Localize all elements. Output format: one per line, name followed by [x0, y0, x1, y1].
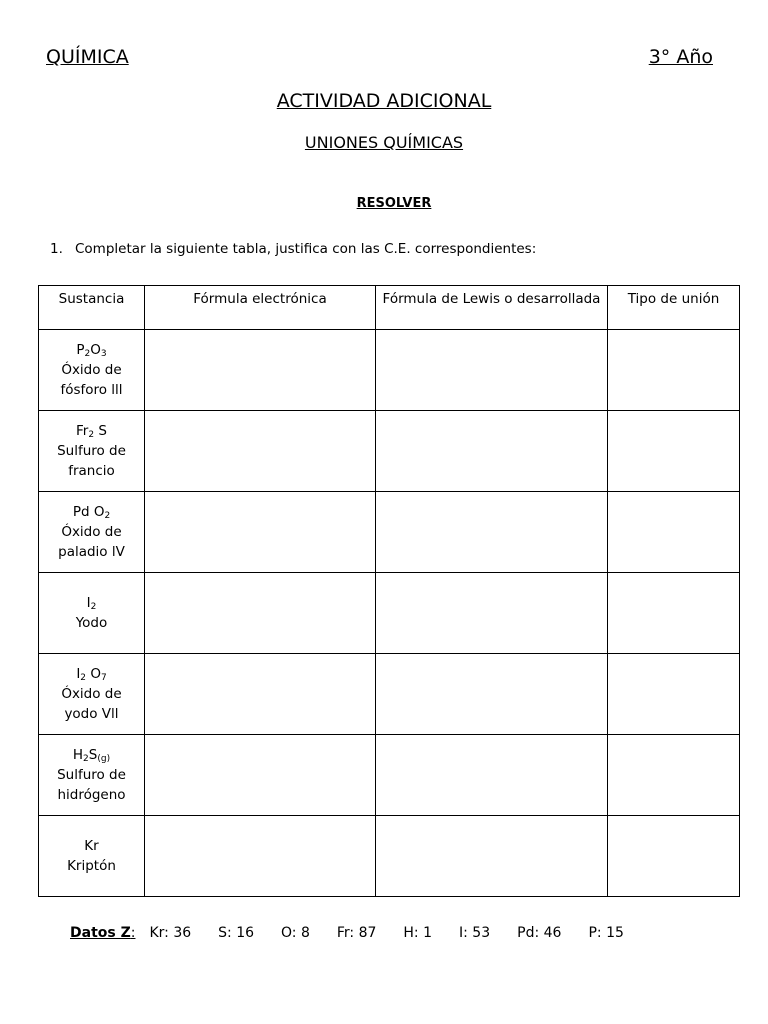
- substance-name: yodo Vll: [64, 706, 119, 722]
- substance-name: fósforo lll: [60, 382, 123, 398]
- atomic-number-item: Fr: 87: [336, 925, 377, 941]
- lewis-formula-cell[interactable]: [376, 816, 608, 897]
- chemical-formula: $Fr_2$ S: [76, 423, 107, 440]
- electronic-formula-cell[interactable]: [145, 816, 376, 897]
- chemical-formula: Kr: [84, 838, 99, 854]
- substance-cell: [39, 573, 145, 654]
- lewis-formula-cell[interactable]: [376, 411, 608, 492]
- substance-name: Yodo: [75, 615, 108, 631]
- electronic-formula-cell[interactable]: [145, 573, 376, 654]
- chemical-formula: $H_2S_{(g)}$: [72, 747, 111, 764]
- lewis-formula-cell[interactable]: [376, 573, 608, 654]
- datos-label: Datos Z:: [70, 925, 136, 941]
- substance-name: Kriptón: [67, 858, 116, 874]
- table-header-row: [39, 286, 740, 330]
- substance-name: Óxido de: [61, 362, 122, 378]
- bond-type-cell[interactable]: [608, 411, 740, 492]
- atomic-numbers: [70, 925, 651, 941]
- lewis-formula-cell[interactable]: [376, 492, 608, 573]
- table-row: [39, 735, 740, 816]
- worksheet-table: [38, 285, 740, 897]
- chemical-formula: $P_2O_3$: [76, 342, 107, 359]
- header-lewis-formula: Fórmula de Lewis o desarrollada: [376, 286, 608, 330]
- bond-type-cell[interactable]: [608, 330, 740, 411]
- header-bond-type: Tipo de unión: [608, 286, 740, 330]
- section-heading: RESOLVER: [356, 196, 432, 211]
- chemical-formula: Pd $O_2$: [72, 504, 111, 521]
- atomic-number-item: S: 16: [218, 925, 255, 941]
- substance-cell: [39, 411, 145, 492]
- substance-name: Óxido de: [61, 686, 122, 702]
- header-electronic-formula: Fórmula electrónica: [145, 286, 376, 330]
- atomic-number-item: Pd: 46: [517, 925, 562, 941]
- substance-cell: [39, 654, 145, 735]
- page-subtitle: UNIONES QUÍMICAS: [304, 133, 464, 152]
- table-row: [39, 330, 740, 411]
- chemical-formula: $I_2$ $O_7$: [76, 666, 107, 683]
- substance-cell: [39, 330, 145, 411]
- school-year: 3° Año: [648, 46, 713, 68]
- electronic-formula-cell[interactable]: [145, 735, 376, 816]
- bond-type-cell[interactable]: [608, 573, 740, 654]
- instruction-number: 1.: [50, 241, 63, 257]
- electronic-formula-cell[interactable]: [145, 492, 376, 573]
- atomic-number-item: I: 53: [459, 925, 491, 941]
- table-row: [39, 654, 740, 735]
- atomic-number-item: P: 15: [588, 925, 624, 941]
- instruction: [50, 241, 536, 257]
- substance-cell: [39, 492, 145, 573]
- bond-type-cell[interactable]: [608, 492, 740, 573]
- bond-type-cell[interactable]: [608, 654, 740, 735]
- electronic-formula-cell[interactable]: [145, 411, 376, 492]
- instruction-text: Completar la siguiente tabla, justifica con las C.E. correspondientes:: [75, 241, 537, 257]
- chemical-formula: $I_2$: [86, 595, 97, 612]
- table-row: [39, 816, 740, 897]
- page-title: ACTIVIDAD ADICIONAL: [276, 90, 492, 112]
- atomic-number-item: Kr: 36: [149, 925, 192, 941]
- table-row: [39, 573, 740, 654]
- bond-type-cell[interactable]: [608, 735, 740, 816]
- substance-name: hidrógeno: [57, 787, 126, 803]
- substance-cell: [39, 735, 145, 816]
- atomic-number-item: H: 1: [403, 925, 433, 941]
- atomic-number-item: O: 8: [281, 925, 310, 941]
- lewis-formula-cell[interactable]: [376, 735, 608, 816]
- header-substance: Sustancia: [39, 286, 145, 330]
- table-row: [39, 492, 740, 573]
- substance-cell: [39, 816, 145, 897]
- substance-name: francio: [68, 463, 115, 479]
- substance-name: Sulfuro de: [57, 767, 126, 783]
- electronic-formula-cell[interactable]: [145, 330, 376, 411]
- electronic-formula-cell[interactable]: [145, 654, 376, 735]
- subject-title: QUÍMICA: [46, 46, 129, 68]
- substance-name: paladio lV: [58, 544, 125, 560]
- substance-name: Óxido de: [61, 524, 122, 540]
- lewis-formula-cell[interactable]: [376, 330, 608, 411]
- substance-name: Sulfuro de: [57, 443, 126, 459]
- lewis-formula-cell[interactable]: [376, 654, 608, 735]
- table-row: [39, 411, 740, 492]
- bond-type-cell[interactable]: [608, 816, 740, 897]
